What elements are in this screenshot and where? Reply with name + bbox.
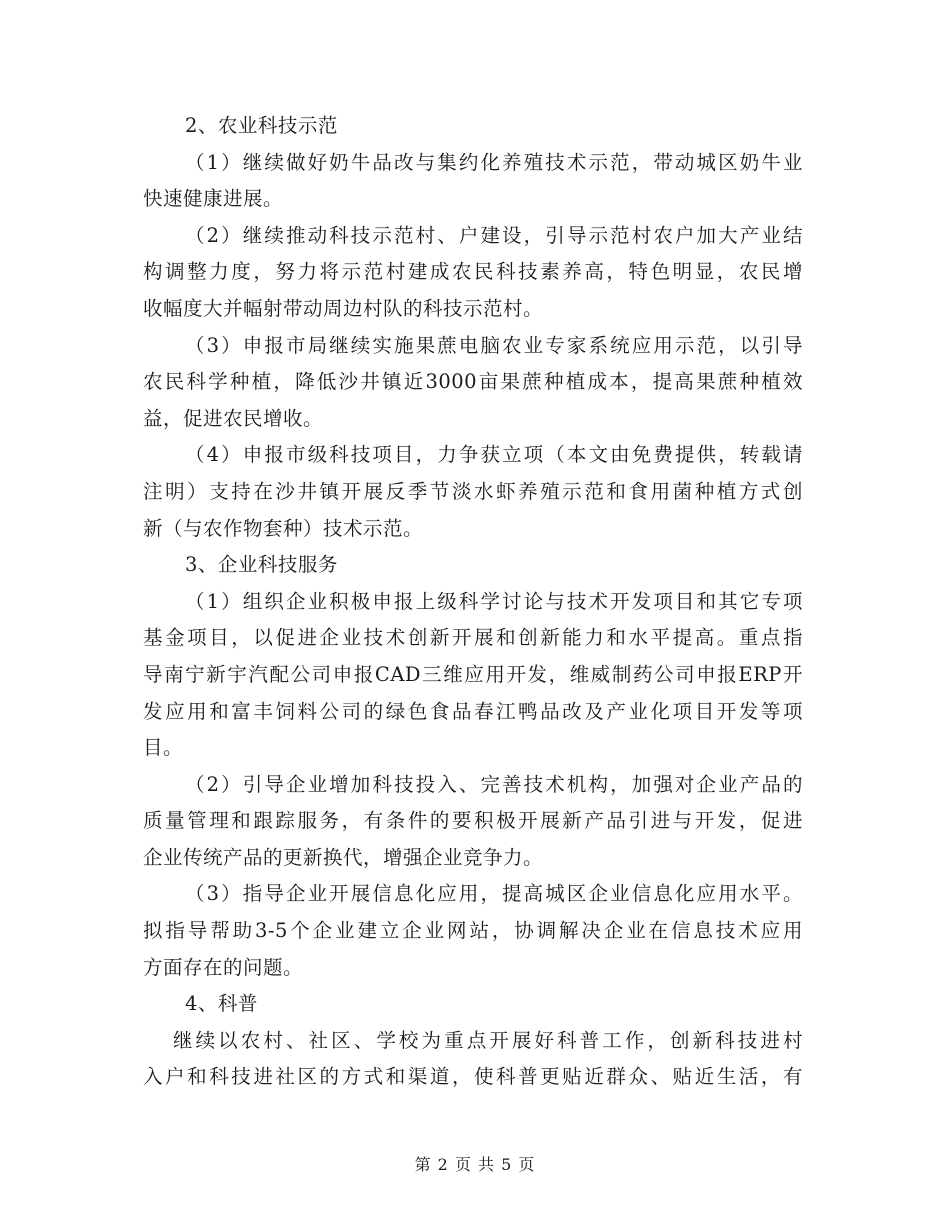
paragraph-line: （2）继续推动科技示范村、户建设，引导示范村农户加大产业结 [185,223,803,247]
paragraph-line: 注明）支持在沙井镇开展反季节淡水虾养殖示范和食用菌种植方式创 [143,479,803,503]
section-heading-agri-demo: 2、农业科技示范 [185,114,338,137]
paragraph-line: 益，促进农民增收。 [143,406,324,430]
paragraph-line: 发应用和富丰饲料公司的绿色食品春江鸭品改及产业化项目开发等项 [143,699,803,723]
document-body [143,108,803,1096]
paragraph-line: 质量管理和跟踪服务，有条件的要积极开展新产品引进与开发，促进 [143,809,803,833]
paragraph-line: 农民科学种植，降低沙井镇近3000亩果蔗种植成本，提高果蔗种植效 [143,370,803,394]
paragraph-line: 基金项目，以促进企业技术创新开展和创新能力和水平提高。重点指 [143,626,803,650]
paragraph-line: （2）引导企业增加科技投入、完善技术机构，加强对企业产品的 [185,772,803,796]
paragraph-line: （3）指导企业开展信息化应用，提高城区企业信息化应用水平。 [185,882,803,906]
paragraph-line: （1）继续做好奶牛品改与集约化养殖技术示范，带动城区奶牛业 [185,150,803,174]
paragraph-line: 企业传统产品的更新换代，增强企业竞争力。 [143,845,544,869]
paragraph-line: 收幅度大并幅射带动周边村队的科技示范村。 [143,296,544,320]
section-heading-science-popularization: 4、科普 [185,992,258,1016]
paragraph-line: 目。 [143,736,184,760]
paragraph-line: 构调整力度，努力将示范村建成农民科技素养高，特色明显，农民增 [143,260,803,284]
paragraph-line: 拟指导帮助3-5个企业建立企业网站，协调解决企业在信息技术应用 [143,919,803,943]
paragraph-line: （1）组织企业积极申报上级科学讨论与技术开发项目和其它专项 [185,589,803,613]
page-number-footer: 第 2 页 共 5 页 [414,1155,536,1174]
paragraph-line: 快速健康进展。 [143,187,284,211]
paragraph-line: 方面存在的问题。 [143,955,304,979]
paragraph-line: 导南宁新宇汽配公司申报CAD三维应用开发，维威制药公司申报ERP开 [143,662,803,686]
paragraph-line: （4）申报市级科技项目，力争获立项（本文由免费提供，转载请 [185,443,803,467]
section-heading-enterprise-service: 3、企业科技服务 [185,553,338,577]
paragraph-line: 入户和科技进社区的方式和渠道，使科普更贴近群众、贴近生活，有 [143,1065,803,1089]
paragraph-line: 新（与农作物套种）技术示范。 [143,516,424,540]
paragraph-line: 继续以农村、社区、学校为重点开展好科普工作，创新科技进村 [173,1028,803,1052]
paragraph-line: （3）申报市局继续实施果蔗电脑农业专家系统应用示范，以引导 [185,333,803,357]
